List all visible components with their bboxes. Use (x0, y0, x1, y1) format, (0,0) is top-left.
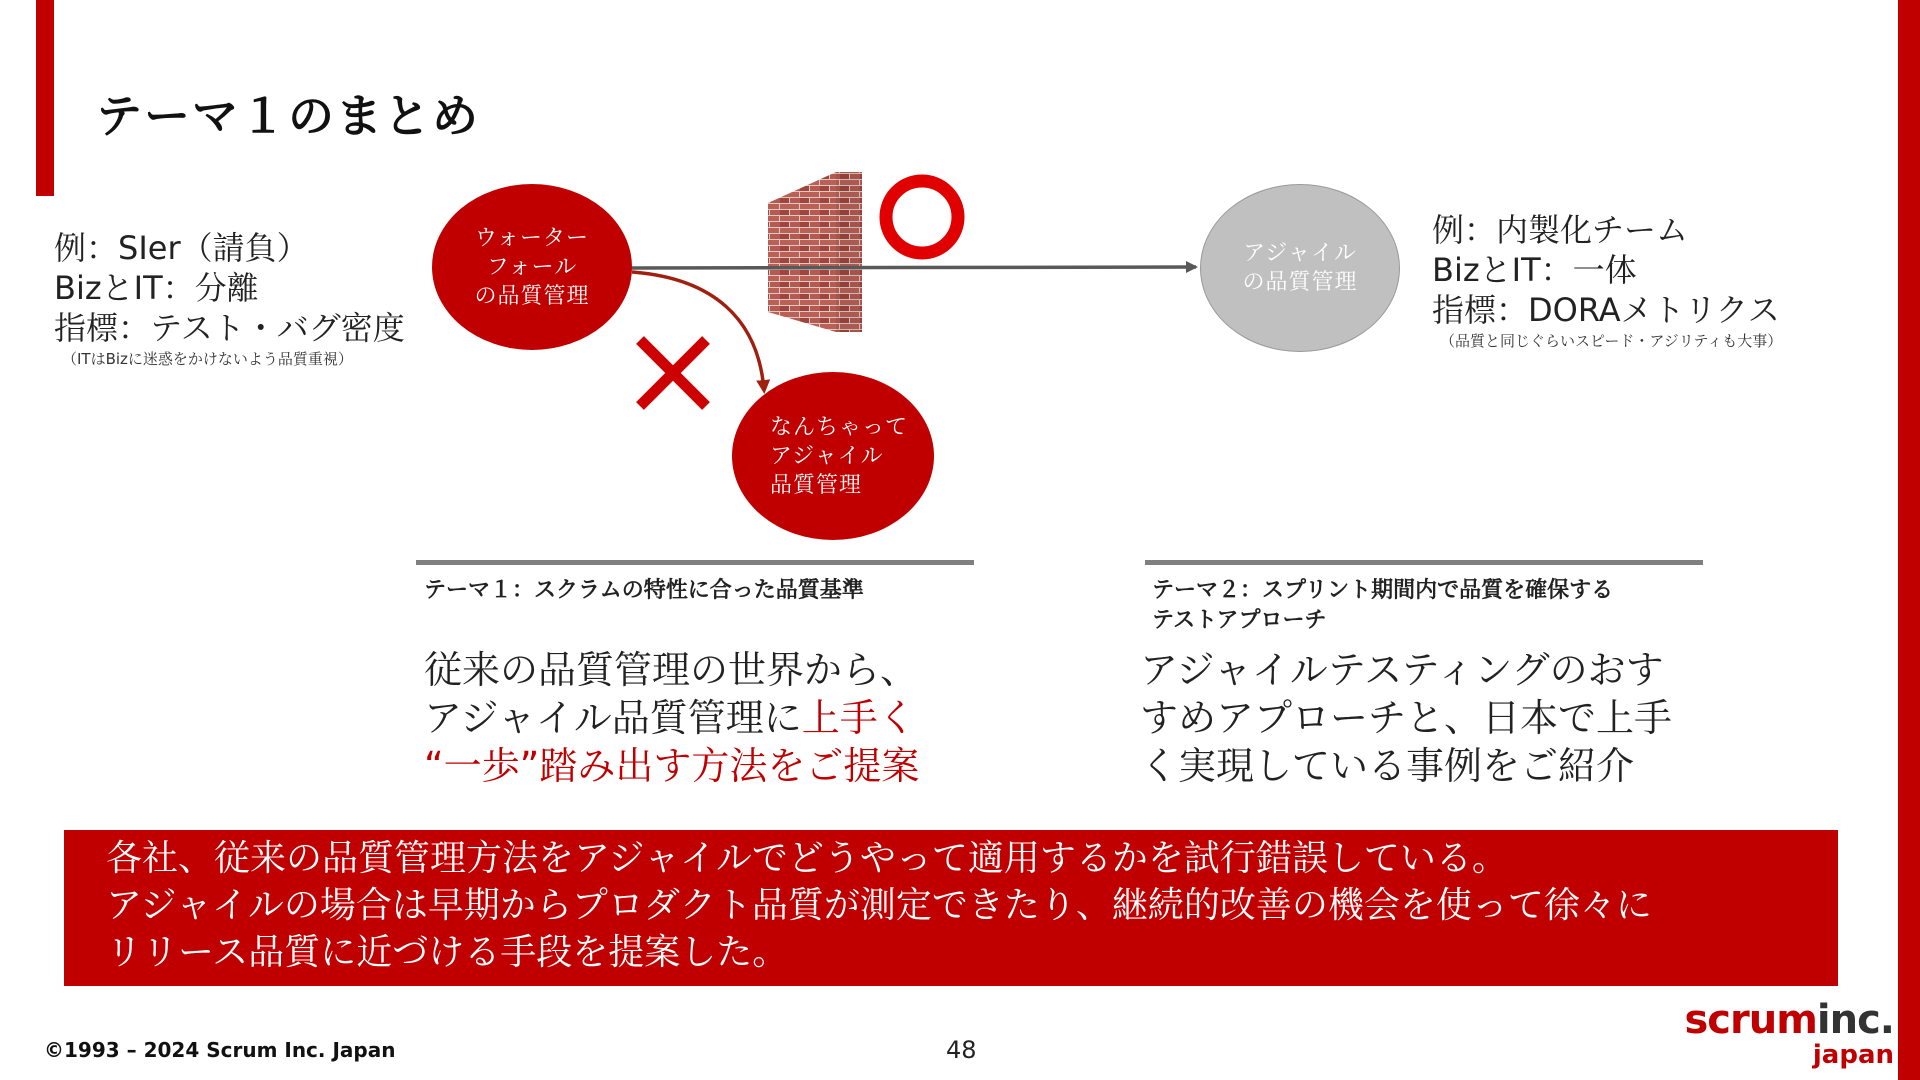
right-example-line: 例：内製化チーム (1432, 211, 1689, 249)
copyright: ©1993 – 2024 Scrum Inc. Japan (44, 1038, 396, 1062)
summary-box (64, 830, 1838, 986)
waterfall-to-fake-agile-arrow (632, 272, 764, 390)
theme2-body-line: く実現している事例をご紹介 (1140, 744, 1635, 788)
theme2-divider (1145, 560, 1703, 565)
right-example-line: 指標：DORAメトリクス (1432, 291, 1780, 329)
logo-japan: japan (1812, 1040, 1894, 1070)
theme1-body-line: 従来の品質管理の世界から、 (424, 648, 919, 692)
summary-line: 各社、従来の品質管理方法をアジャイルでどうやって適用するかを試行錯誤している。 (106, 838, 1508, 879)
theme1-body-line (424, 694, 919, 742)
left-example-line: BizとIT：分離 (54, 269, 259, 307)
theme1-divider (416, 560, 974, 565)
theme2-heading: テーマ２：スプリント期間内で品質を確保する テストアプローチ (1152, 578, 1614, 633)
theme1-body-highlight-line: “一歩”踏み出す方法をご提案 (424, 744, 920, 788)
cross-mark (640, 340, 706, 406)
fake-agile-quality-node (732, 372, 934, 540)
right-example-note: （品質と同じぐらいスピード・アジリティも大事） (1440, 332, 1783, 350)
summary-line: リリース品質に近づける手段を提案した。 (106, 932, 789, 973)
scruminc-logo (1684, 997, 1895, 1070)
left-example-note: （ITはBizに迷惑をかけないよう品質重視） (62, 350, 353, 368)
theme1-body-text: アジャイル品質管理に (424, 696, 802, 740)
waterfall-quality-node (432, 184, 632, 350)
circle-mark (886, 181, 958, 253)
right-example-line: BizとIT：一体 (1432, 251, 1637, 289)
theme1-body (424, 646, 919, 790)
agile-quality-node (1200, 184, 1400, 352)
left-example-line: 例：SIer（請負） (54, 229, 309, 267)
summary-line: アジャイルの場合は早期からプロダクト品質が測定できたり、継続的改善の機会を使って徐々に (106, 885, 1652, 926)
logo-inc: inc. (1816, 997, 1894, 1043)
waterfall-to-agile-arrow (632, 267, 1196, 268)
theme1-heading: テーマ１：スクラムの特性に合った品質基準 (424, 578, 864, 603)
page-number: 48 (946, 1036, 977, 1064)
agile-quality-label: アジャイル の品質管理 (1242, 241, 1358, 295)
logo-scrum: scrum (1684, 997, 1817, 1043)
theme2-body-line: すめアプローチと、日本で上手 (1140, 696, 1673, 740)
theme1-body-highlight: 上手く (801, 696, 916, 740)
theme2-body-line: アジャイルテスティングのおす (1140, 648, 1664, 692)
theme2-body (1140, 646, 1672, 790)
fake-agile-quality-label: なんちゃって アジャイル 品質管理 (770, 414, 909, 498)
slide-title: テーマ１のまとめ (96, 89, 480, 143)
brick-wall-icon (768, 172, 862, 332)
waterfall-quality-label: ウォーター フォール の品質管理 (474, 225, 590, 309)
left-example-line: 指標：テスト・バグ密度 (54, 309, 405, 347)
